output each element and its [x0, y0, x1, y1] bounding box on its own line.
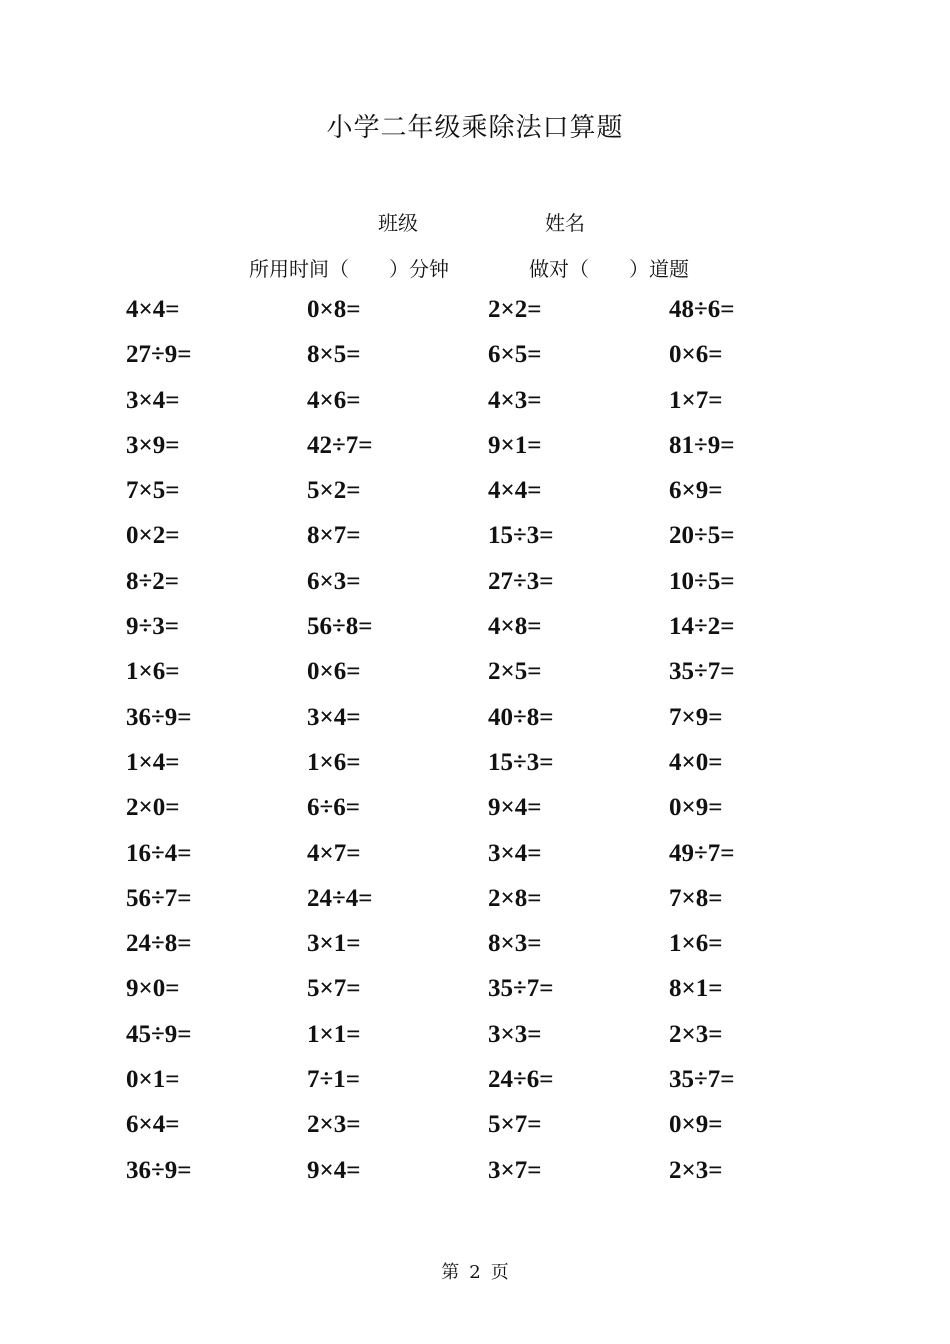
problem-cell: 8×7= [307, 522, 361, 550]
problem-cell: 27÷3= [488, 567, 554, 595]
problem-cell: 49÷7= [669, 839, 735, 867]
problem-cell: 3×7= [488, 1156, 542, 1184]
problem-cell: 4×3= [488, 386, 542, 414]
problem-cell: 15÷3= [488, 748, 554, 776]
problem-cell: 0×6= [307, 658, 361, 686]
problem-cell: 6×4= [126, 1111, 180, 1139]
problem-cell: 24÷6= [488, 1066, 554, 1094]
problem-cell: 15÷3= [488, 522, 554, 550]
problem-cell: 2×3= [669, 1020, 723, 1048]
problem-cell: 1×6= [669, 930, 723, 958]
score-info-line [0, 253, 950, 283]
problem-cell: 7÷1= [307, 1066, 360, 1094]
problem-cell: 40÷8= [488, 703, 554, 731]
problem-cell: 3×3= [488, 1020, 542, 1048]
problem-cell: 36÷9= [126, 1156, 192, 1184]
problem-cell: 10÷5= [669, 567, 735, 595]
student-info-line [0, 207, 950, 237]
problem-cell: 35÷7= [669, 658, 735, 686]
name-label: 姓名 [545, 211, 585, 235]
problem-cell: 8÷2= [126, 567, 179, 595]
problem-cell: 1×6= [307, 748, 361, 776]
problem-cell: 45÷9= [126, 1020, 192, 1048]
problem-cell: 36÷9= [126, 703, 192, 731]
problem-cell: 1×4= [126, 748, 180, 776]
footer-prefix: 第 [441, 1262, 460, 1283]
problem-cell: 6×9= [669, 477, 723, 505]
problem-cell: 9×4= [488, 794, 542, 822]
problem-cell: 6÷6= [307, 794, 360, 822]
problem-cell: 8×1= [669, 975, 723, 1003]
problem-cell: 6×3= [307, 567, 361, 595]
problem-cell: 4×4= [126, 296, 180, 323]
problem-cell: 1×1= [307, 1020, 361, 1048]
problem-cell: 48÷6= [669, 296, 735, 323]
problem-cell: 9÷3= [126, 613, 179, 641]
problem-cell: 3×9= [126, 431, 180, 459]
problem-cell: 9×1= [488, 431, 542, 459]
problem-cell: 0×9= [669, 794, 723, 822]
footer-suffix: 页 [490, 1262, 509, 1283]
class-label: 班级 [378, 211, 418, 235]
problem-cell: 4×0= [669, 748, 723, 776]
problem-cell: 4×8= [488, 613, 542, 641]
problem-cell: 81÷9= [669, 431, 735, 459]
problem-cell: 24÷8= [126, 930, 192, 958]
problem-cell: 16÷4= [126, 839, 192, 867]
problem-cell: 8×5= [307, 341, 361, 369]
problem-cell: 42÷7= [307, 431, 373, 459]
time-used-label: 所用时间（ ）分钟 [249, 257, 449, 281]
problem-grid [126, 290, 850, 1196]
problem-cell: 4×7= [307, 839, 361, 867]
problem-cell: 1×6= [126, 658, 180, 686]
problem-cell: 5×2= [307, 477, 361, 505]
problem-cell: 1×7= [669, 386, 723, 414]
problem-cell: 5×7= [307, 975, 361, 1003]
problem-cell: 56÷7= [126, 884, 192, 912]
problem-cell: 2×8= [488, 884, 542, 912]
problem-cell: 2×3= [669, 1156, 723, 1184]
page-footer [0, 1258, 950, 1284]
correct-count-label: 做对（ ）道题 [529, 257, 689, 281]
problem-cell: 3×1= [307, 930, 361, 958]
page-title: 小学二年级乘除法口算题 [326, 113, 624, 143]
problem-cell: 3×4= [307, 703, 361, 731]
problem-cell: 14÷2= [669, 613, 735, 641]
problem-cell: 35÷7= [488, 975, 554, 1003]
problem-cell: 3×4= [126, 386, 180, 414]
problem-cell: 2×0= [126, 794, 180, 822]
problem-cell: 2×2= [488, 296, 542, 323]
problem-cell: 7×9= [669, 703, 723, 731]
problem-cell: 5×7= [488, 1111, 542, 1139]
problem-cell: 0×6= [669, 341, 723, 369]
problem-cell: 8×3= [488, 930, 542, 958]
problem-cell: 3×4= [488, 839, 542, 867]
problem-cell: 0×1= [126, 1066, 180, 1094]
problem-cell: 2×5= [488, 658, 542, 686]
problem-cell: 6×5= [488, 341, 542, 369]
problem-cell: 9×0= [126, 975, 180, 1003]
problem-cell: 7×8= [669, 884, 723, 912]
problem-cell: 0×8= [307, 296, 361, 323]
problem-cell: 20÷5= [669, 522, 735, 550]
problem-cell: 9×4= [307, 1156, 361, 1184]
problem-cell: 0×9= [669, 1111, 723, 1139]
problem-cell: 4×6= [307, 386, 361, 414]
problem-cell: 2×3= [307, 1111, 361, 1139]
problem-cell: 7×5= [126, 477, 180, 505]
page-number: 2 [469, 1262, 481, 1283]
problem-cell: 27÷9= [126, 341, 192, 369]
problem-cell: 0×2= [126, 522, 180, 550]
problem-cell: 4×4= [488, 477, 542, 505]
problem-cell: 35÷7= [669, 1066, 735, 1094]
problem-cell: 56÷8= [307, 613, 373, 641]
problem-cell: 24÷4= [307, 884, 373, 912]
